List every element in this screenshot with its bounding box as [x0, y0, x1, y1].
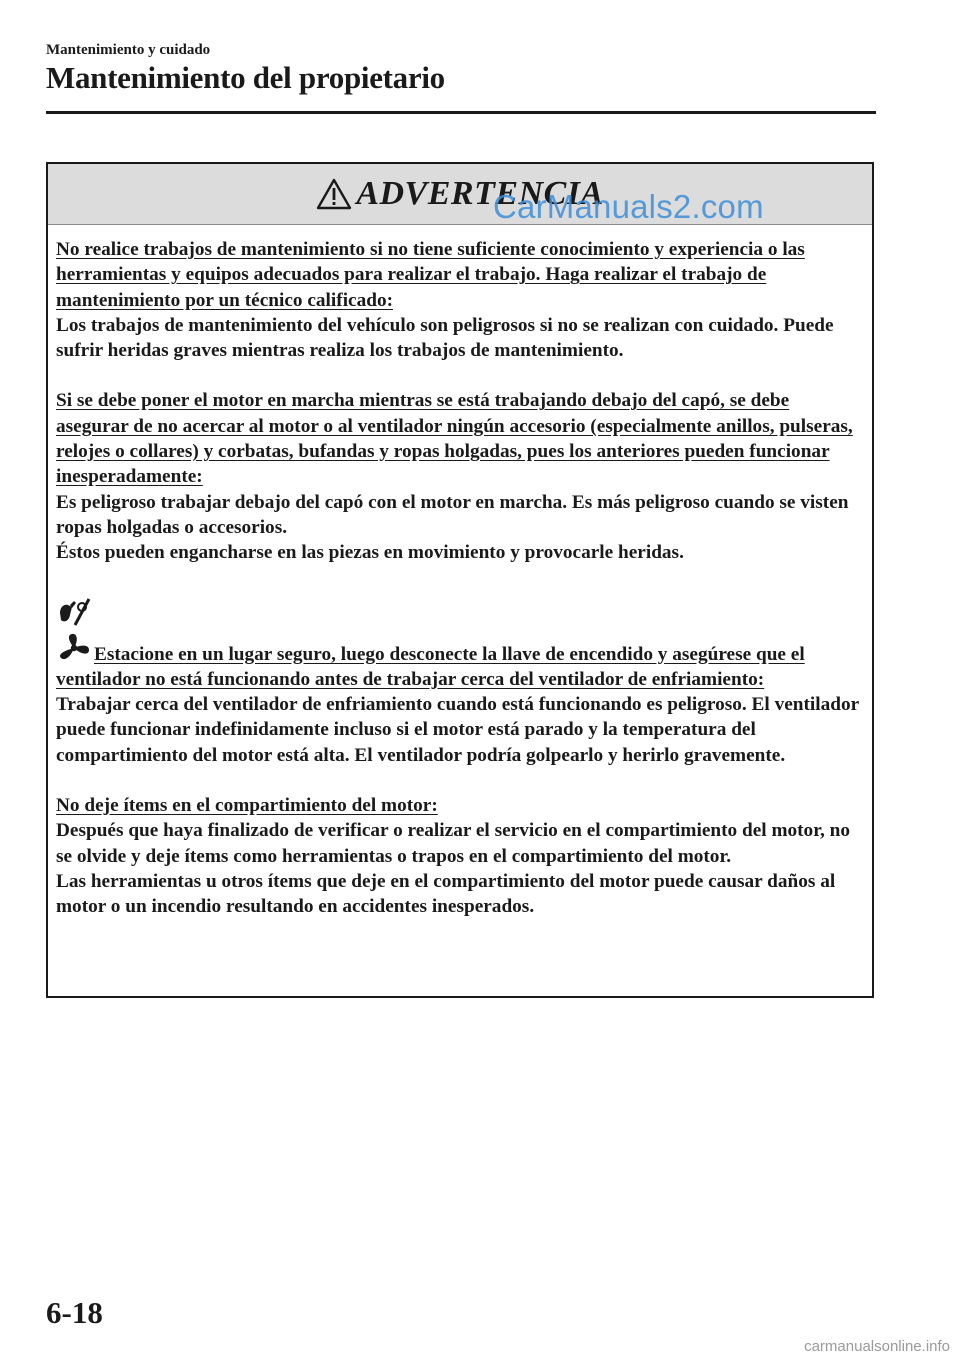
warning-body	[48, 225, 872, 920]
paragraph-body: Es peligroso trabajar debajo del capó con el motor en marcha. Es más peligroso cuando se visten ropas holgadas o accesorios. Éstos pueden engancharse en las piezas en movimiento y provocarle heridas.	[56, 491, 849, 564]
icon-row	[56, 591, 864, 633]
watermark: CarManuals2.com	[493, 188, 764, 225]
page-title: Mantenimiento del propietario	[46, 60, 445, 95]
warning-title: ADVERTENCIA	[356, 175, 604, 212]
paragraph-heading: No deje ítems en el compartimiento del motor:	[56, 795, 438, 817]
paragraph-heading: No realice trabajos de mantenimiento si no tiene suficiente conocimiento y experiencia o las herramientas y equipos adecuados para realizar el trabajo. Haga realizar el trabajo de mantenimiento por un técnico calificado:	[56, 239, 805, 311]
fan-icon	[56, 633, 92, 663]
footer-site-text: carmanualsonline.info	[804, 1338, 950, 1355]
paragraph-body: Trabajar cerca del ventilador de enfriamiento cuando está funcionando es peligroso. El ventilador puede funcionar indefinidamente incluso si el motor está parado y la temperatura del compartimiento del motor está alta. El ventilador podría golpearlo y herirlo gravemente.	[56, 694, 859, 766]
warning-paragraph	[56, 633, 864, 768]
paragraph-heading: Si se debe poner el motor en marcha mientras se está trabajando debajo del capó, se debe asegurar de no acercar al motor o al ventilador ningún accesorio (especialmente anillos, pulseras, relojes o collares) y corbatas, bufandas y ropas holgadas, pues los anteriores pueden funcionar inesperadamente:	[56, 390, 853, 488]
warning-header	[48, 164, 872, 225]
section-label: Mantenimiento y cuidado	[46, 42, 211, 58]
warning-paragraph	[56, 793, 864, 919]
warning-paragraph	[56, 237, 864, 363]
paragraph-heading: Estacione en un lugar seguro, luego desconecte la llave de encendido y asegúrese que el ventilador no está funcionando antes de trabajar cerca del ventilador de enfriamiento:	[56, 643, 805, 690]
page-number: 6-18	[46, 1295, 103, 1330]
paragraph-body: Después que haya finalizado de verificar o realizar el servicio en el compartimiento del motor, no se olvide y deje ítems como herramientas o trapos en el compartimiento del motor. Las herramientas u otros ítems que deje en el compartimiento del motor puede causar daños al motor o un incendio resultando en accidentes inesperados.	[56, 820, 850, 918]
warning-triangle-icon	[316, 178, 352, 210]
paragraph-body: Los trabajos de mantenimiento del vehículo son peligrosos si no se realizan con cuidado. Puede sufrir heridas graves mientras realiza los trabajos de mantenimiento.	[56, 314, 834, 362]
warning-paragraph	[56, 388, 864, 565]
warning-box	[46, 162, 874, 998]
header-rule	[46, 111, 876, 114]
no-hand-fan-icon	[56, 595, 92, 629]
